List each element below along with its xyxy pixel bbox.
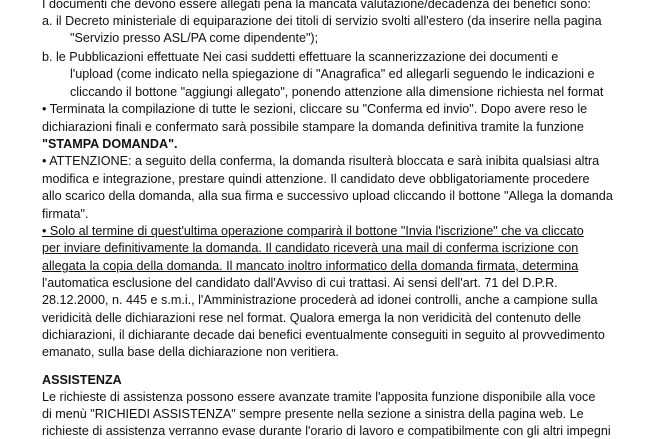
- item-b-line-2: l'upload (come indicato nella spiegazione di "Anagrafica" ed allegarli seguendo le indicazioni e: [70, 67, 595, 81]
- attenzione-line-2: modifica e integrazione, prestare quindi attenzione. Il candidato deve obbligatoriamente procedere: [42, 172, 590, 186]
- assistenza-line-1: Le richieste di assistenza possono essere avanzate tramite l'apposita funzione disponibile alla voce: [42, 390, 596, 404]
- bullet-conferma-line-1: • Terminata la compilazione di tutte le sezioni, cliccare su "Conferma ed invio". Dopo avere reso le: [42, 102, 588, 116]
- invio-line-2: per inviare definitivamente la domanda. Il candidato riceverà una mail di conferma iscrizione con: [42, 241, 579, 255]
- item-a-line-2: "Servizio presso ASL/PA come dipendente");: [70, 31, 319, 45]
- invio-line-3: allegata la copia della domanda. Il mancato inoltro informatico della domanda firmata, determina: [42, 259, 579, 273]
- intro-line: I documenti che devono essere allegati pena la mancata valutazione/decadenza dei benefici sono:: [42, 0, 591, 11]
- assistenza-line-3: richieste di assistenza verranno evase durante l'orario di lavoro e compatibilmente con gli altri impegni: [42, 424, 611, 438]
- invio-line-5: 28.12.2000, n. 445 e s.m.i., l'Amministrazione procederà ad idonei controlli, anche a campione sulla: [42, 293, 598, 307]
- attenzione-line-1: • ATTENZIONE: a seguito della conferma, la domanda risulterà bloccata e sarà inibita qualsiasi altra: [42, 154, 600, 168]
- attenzione-line-3: allo scarico della domanda, alla sua firma e successivo upload cliccando il bottone "Allega la domanda: [42, 189, 613, 203]
- item-b-line-3: cliccando il bottone "aggiungi allegato", ponendo attenzione alla dimensione richiesta nel format: [70, 85, 604, 99]
- invio-line-7: dichiarazioni, il dichiarante decade dai benefici eventualmente conseguiti in seguito al provvedimento: [42, 328, 605, 342]
- assistenza-heading: ASSISTENZA: [42, 373, 122, 387]
- invio-line-4: l'automatica esclusione del candidato dall'Avviso di cui trattasi. Ai sensi dell'art. 71 del D.P.R.: [42, 276, 558, 290]
- item-b-line-1: b. le Pubblicazioni effettuate Nei casi suddetti effettuare la scannerizzazione dei documenti e: [42, 50, 559, 64]
- stampa-domanda-label: "STAMPA DOMANDA".: [42, 137, 178, 151]
- invio-line-1: • Solo al termine di quest'ultima operazione comparirà il bottone "Invia l'iscrizione" che va cliccato: [42, 224, 584, 238]
- bullet-conferma-line-2: dichiarazioni finali e confermato sarà possibile stampare la domanda definitiva tramite la funzione: [42, 120, 584, 134]
- attenzione-line-4: firmata".: [42, 207, 89, 221]
- invio-line-8: emanato, sulla base della dichiarazione non veritiera.: [42, 345, 339, 359]
- assistenza-line-2: di menù "RICHIEDI ASSISTENZA" sempre presente nella sezione a sinistra della pagina web. Le: [42, 407, 584, 421]
- item-a-line-1: a. il Decreto ministeriale di equiparazione dei titoli di servizio svolti all'estero (da inserire nella pagina: [42, 14, 602, 28]
- invio-line-6: veridicità delle dichiarazioni rese nel format. Qualora emerga la non veridicità del contenuto delle: [42, 311, 582, 325]
